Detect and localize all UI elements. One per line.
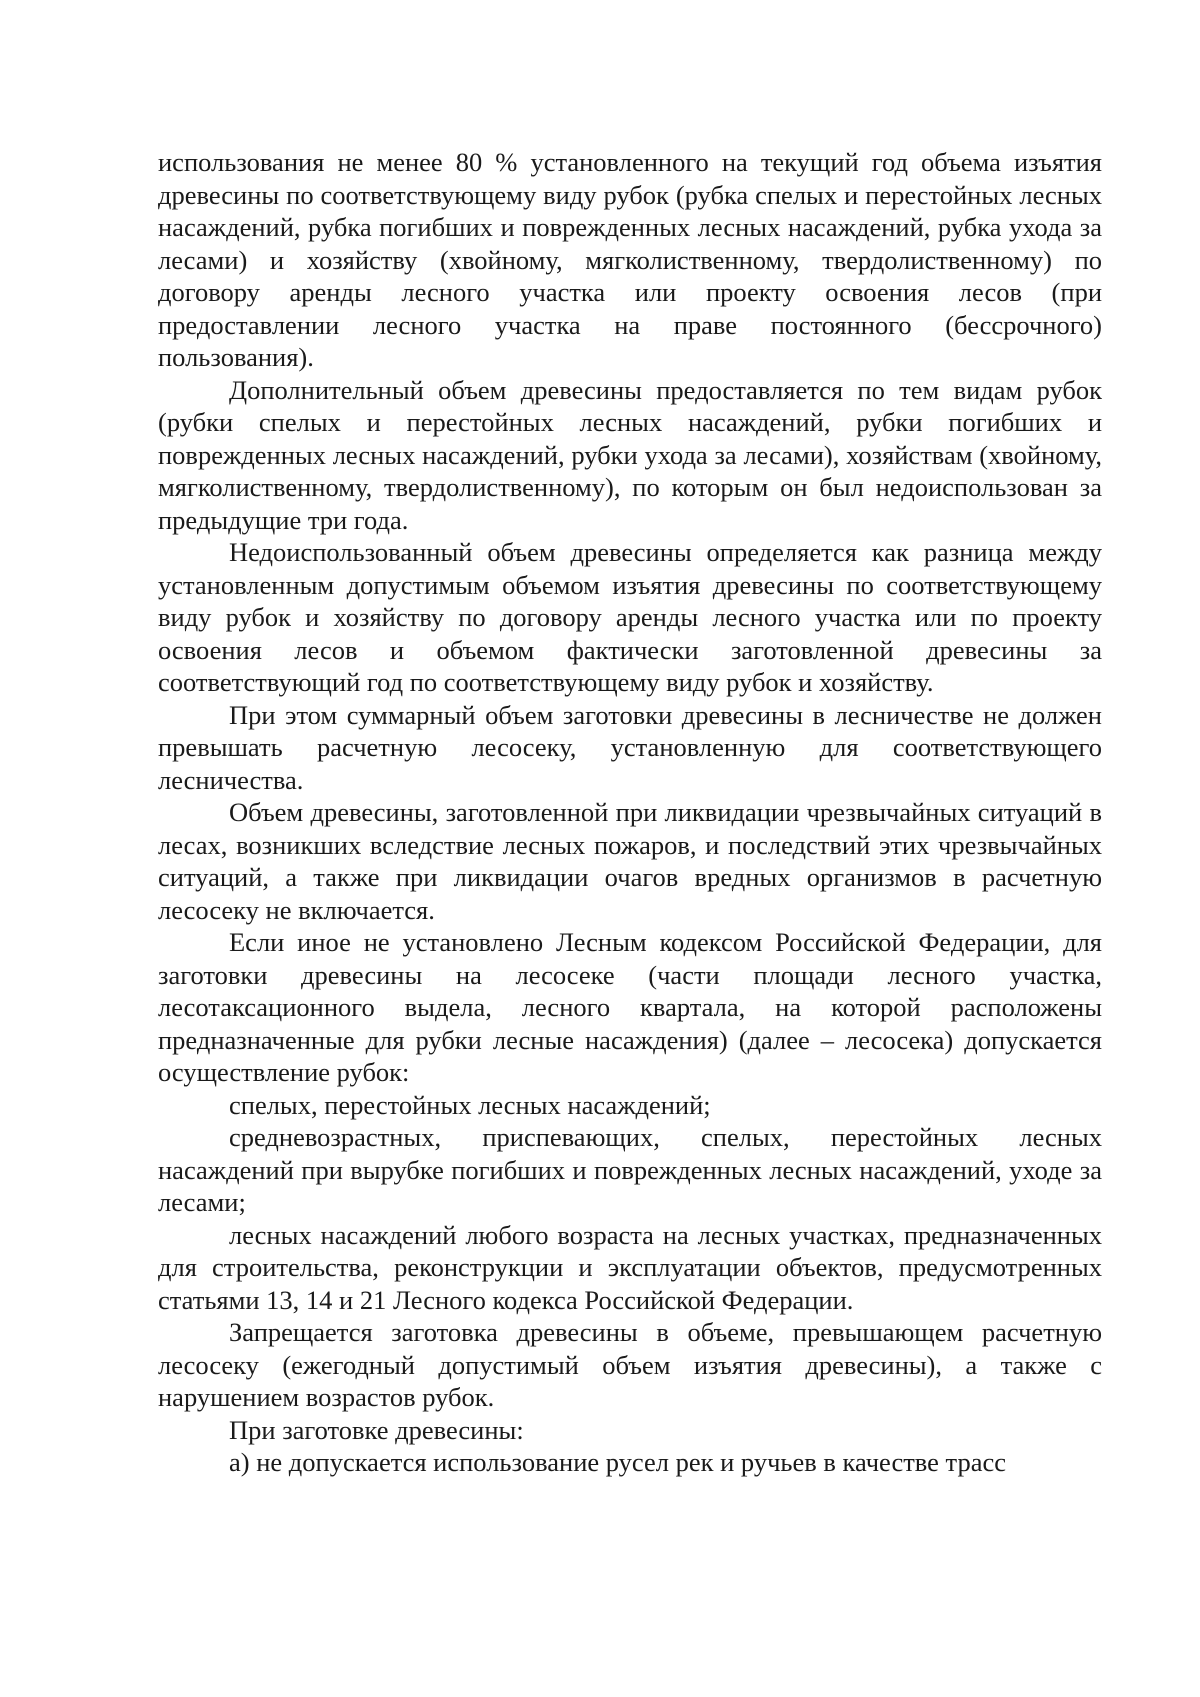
paragraph-2: Дополнительный объем древесины предоставляется по тем видам рубок (рубки спелых и перестойных лесных насаждений, рубки погибших и поврежденных лесных насаждений, рубки ухода за лесами), хозяйствам (хвойному, мягколиственному, твердолиственному), по которым он был недоиспользован за предыдущие три года.: [158, 374, 1102, 535]
paragraph-6: Если иное не установлено Лесным кодексом Российской Федерации, для заготовки древесины на лесосеке (части площади лесного участка, лесотаксационного выдела, лесного квартала, на которой расположены предназначенные для рубки лесные насаждения) (далее – лесосека) допускается осуществление рубок:: [158, 927, 1102, 1087]
list-item-2: средневозрастных, приспевающих, спелых, перестойных лесных насаждений при вырубке погибших и поврежденных лесных насаждений, уходе за лесами;: [158, 1122, 1102, 1217]
paragraph-1: использования не менее 80 % установленного на текущий год объема изъятия древесины по соответствующему виду рубок (рубка спелых и перестойных лесных насаждений, рубка погибших и поврежденных лесных насаждений, рубка ухода за лесами) и хозяйству (хвойному, мягколиственному, твердолиственному) по договору аренды лесного участка или проекту освоения лесов (при предоставлении лесного участка на праве постоянного (бессрочного) пользования).: [158, 147, 1102, 372]
paragraph-4: При этом суммарный объем заготовки древесины в лесничестве не должен превышать расчетную лесосеку, установленную для соответствующего лесничества.: [158, 699, 1102, 795]
paragraph-7: Запрещается заготовка древесины в объеме, превышающем расчетную лесосеку (ежегодный допустимый объем изъятия древесины), а также с нарушением возрастов рубок.: [158, 1317, 1102, 1412]
document-page: [158, 146, 1102, 1479]
paragraph-3: Недоиспользованный объем древесины определяется как разница между установленным допустимым объемом изъятия древесины по соответствующему виду рубок и хозяйству по договору аренды лесного участка или по проекту освоения лесов и объемом фактически заготовленной древесины за соответствующий год по соответствующему виду рубок и хозяйству.: [158, 537, 1102, 697]
paragraph-5: Объем древесины, заготовленной при ликвидации чрезвычайных ситуаций в лесах, возникших вследствие лесных пожаров, и последствий этих чрезвычайных ситуаций, а также при ликвидации очагов вредных организмов в расчетную лесосеку не включается.: [158, 797, 1102, 925]
paragraph-9: а) не допускается использование русел рек и ручьев в качестве трасс: [229, 1447, 1006, 1477]
list-item-3: лесных насаждений любого возраста на лесных участках, предназначенных для строительства, реконструкции и эксплуатации объектов, предусмотренных статьями 13, 14 и 21 Лесного кодекса Российской Федерации.: [158, 1219, 1102, 1315]
list-item-1: спелых, перестойных лесных насаждений;: [229, 1089, 711, 1120]
paragraph-8: При заготовке древесины:: [229, 1414, 524, 1445]
